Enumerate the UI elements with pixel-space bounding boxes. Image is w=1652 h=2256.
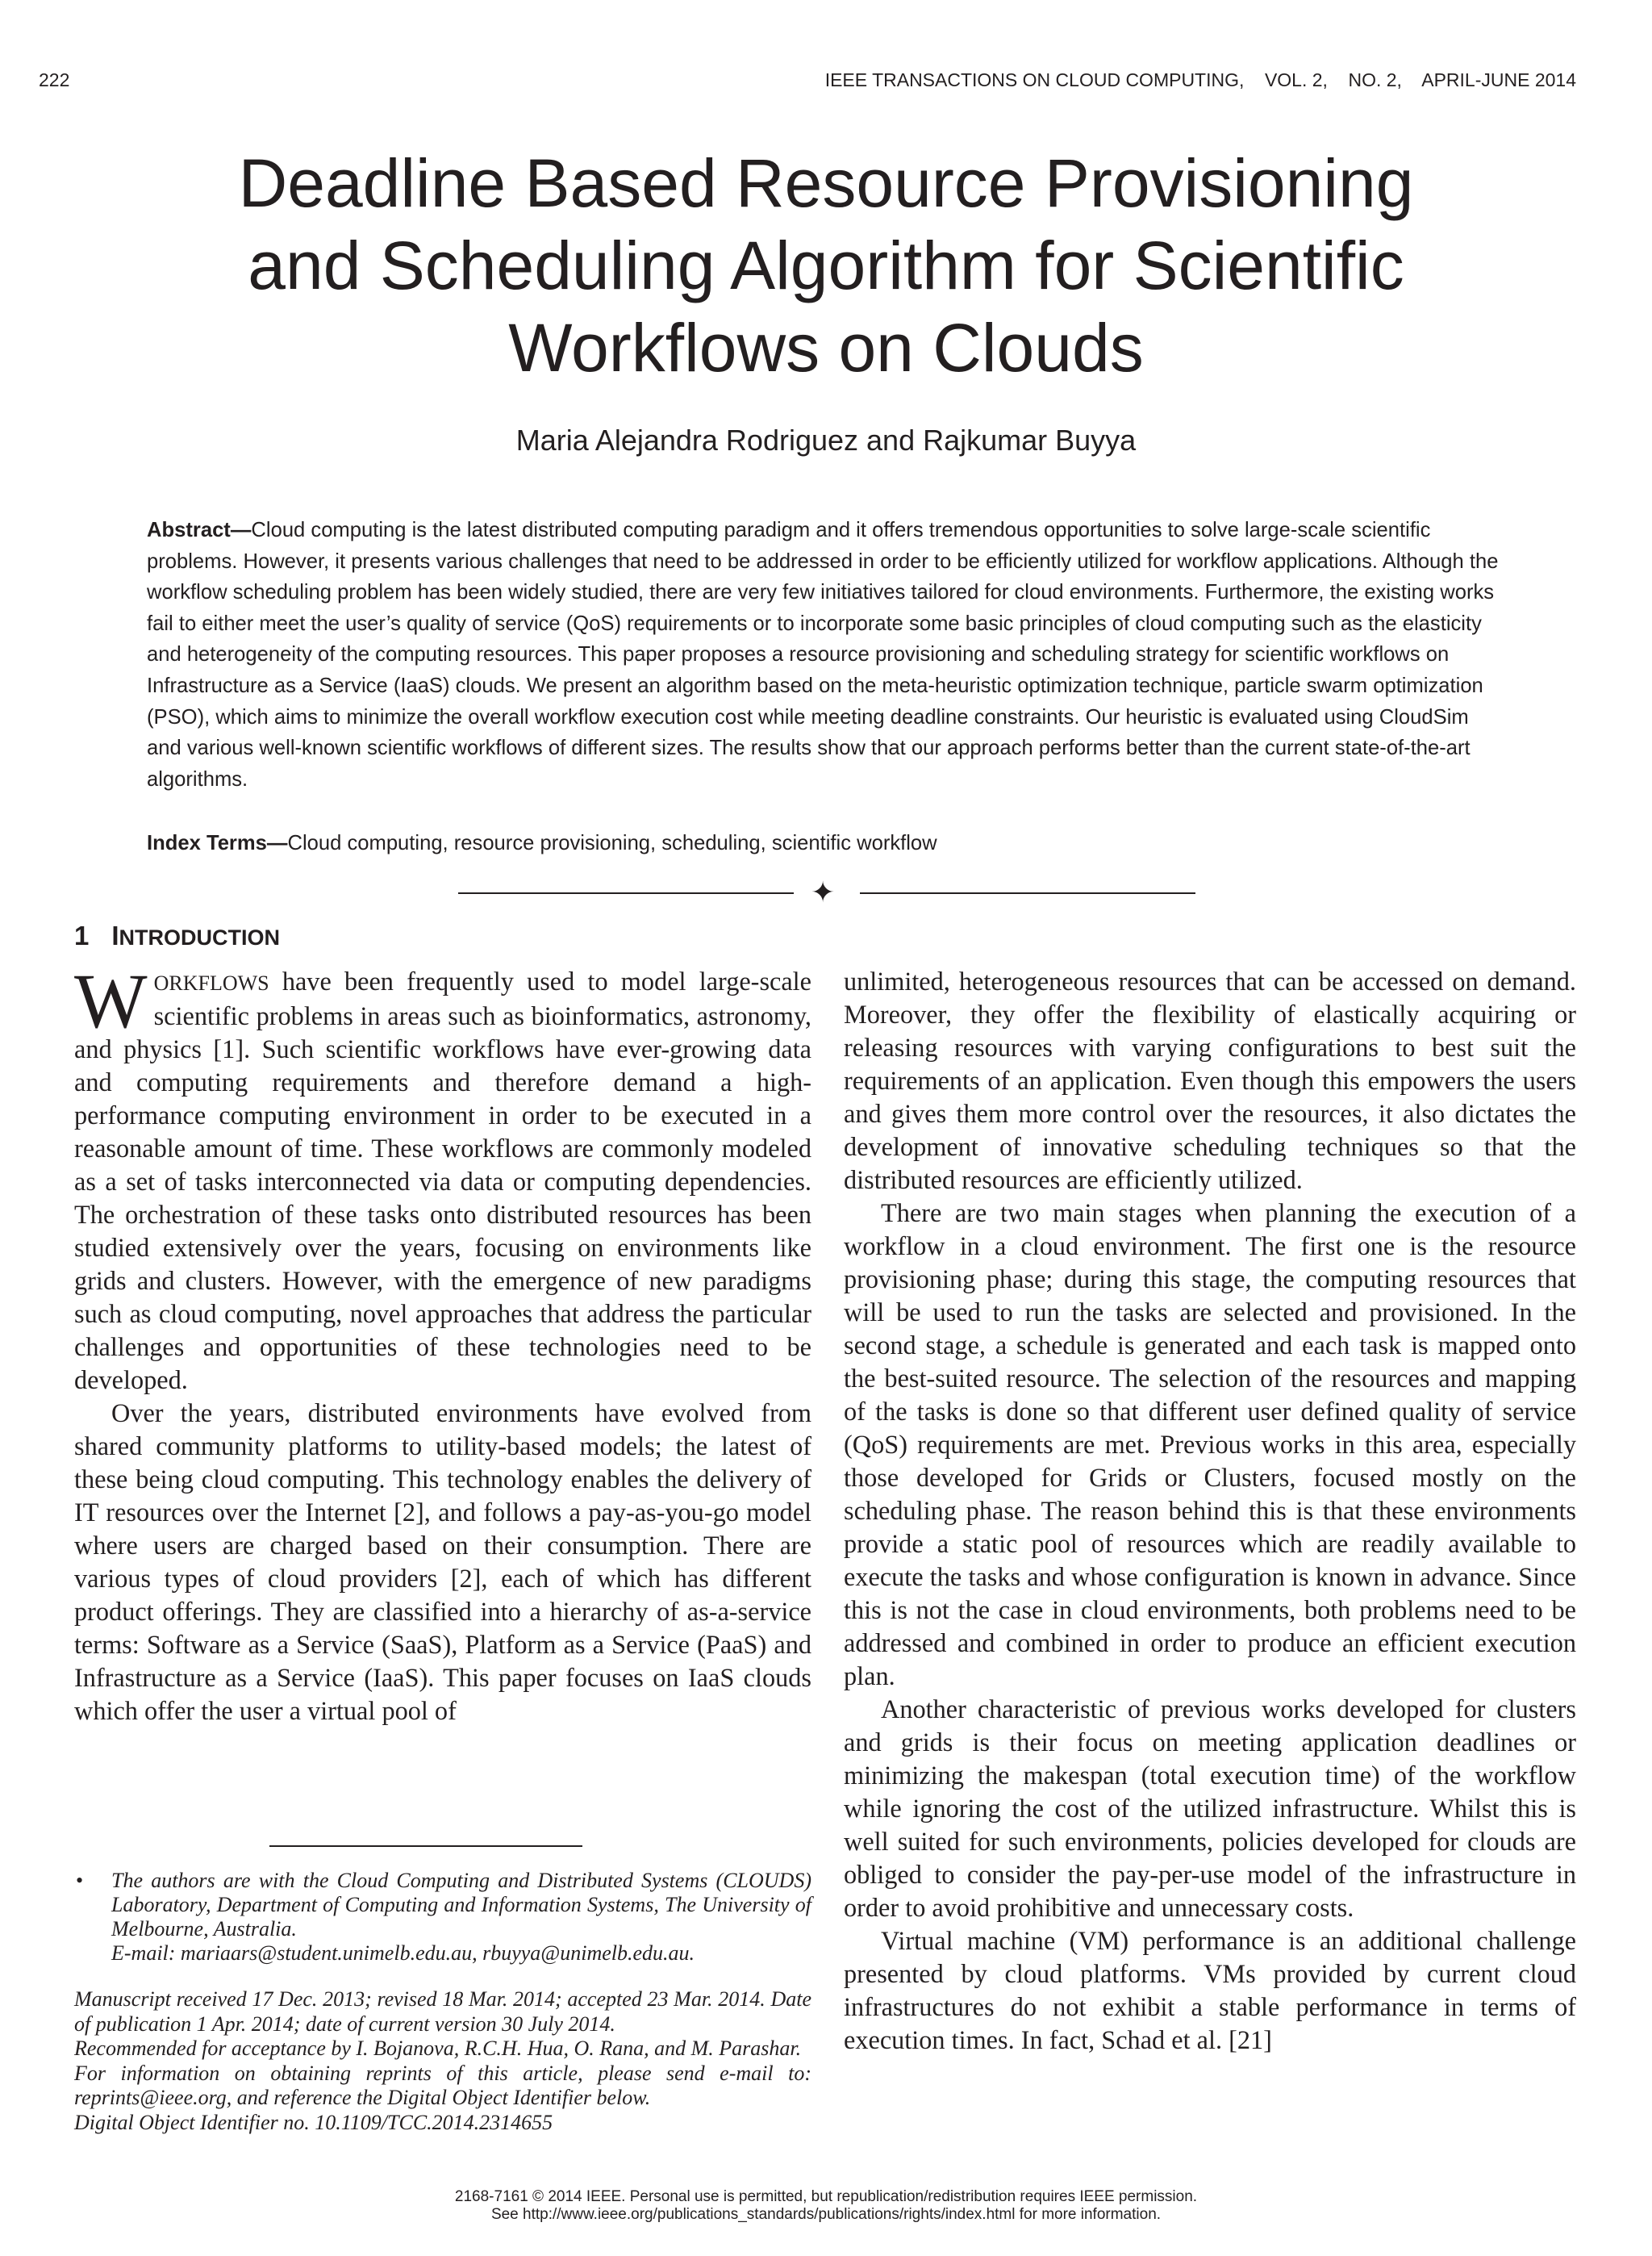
left-paragraph-2: Over the years, distributed environments have evolved from shared community platforms to utility-based models; the latest of these being cloud computing. This technology enables the delivery of IT resources over the Internet [2], and follows a pay-as-you-go model where users are charged based on their consumption. There are various types of cloud providers [2], each of which has different product offerings. They are classified into a hierarchy of as-a-service terms: Software as a Service (SaaS), Platform as a Service (PaaS) and Infrastructure as a Service (IaaS). This paper focuses on IaaS clouds which offer the user a virtual pool of: [74, 1398, 811, 1725]
abstract-text: Cloud computing is the latest distributed computing paradigm and it offers tremendous opportunities to solve large-scale scientific problems. However, it presents various challenges that need to be addressed in order to be efficiently utilized for workflow applications. Although the workflow scheduling problem has been widely studied, there are very few initiatives tailored for cloud environments. Furthermore, the existing works fail to either meet the user’s quality of service (QoS) requirements or to incorporate some basic principles of cloud computing such as the elasticity and heterogeneity of the computing resources. This paper proposes a resource provisioning and scheduling strategy for scientific workflows on Infrastructure as a Service (IaaS) clouds. We present an algorithm based on the meta-heuristic optimization technique, particle swarm optimization (PSO), which aims to minimize the overall workflow execution cost while meeting deadline constraints. Our heuristic is evaluated using CloudSim and various well-known scientific workflows of different sizes. The results show that our approach performs better than the current state-of-the-art algorithms.: [147, 519, 1499, 791]
abstract: [147, 515, 1504, 795]
author-emails: E-mail: mariaars@student.unimelb.edu.au, rbuyya@unimelb.edu.au.: [111, 1941, 695, 1965]
section-title-initial: I: [111, 921, 119, 950]
first-word-smallcaps: ORKFLOWS: [153, 971, 269, 995]
right-paragraph-3: Another characteristic of previous works developed for clusters and grids is their focus on meeting application deadlines or minimizing the makespan (total execution time) of the workflow while ignoring the cost of the utilized infrastructure. Whilst this is well suited for such environments, policies developed for clouds are obliged to consider the pay-per-use model of the infrastructure in order to avoid prohibitive and unnecessary costs.: [844, 1694, 1576, 1922]
running-head: IEEE TRANSACTIONS ON CLOUD COMPUTING, VOL. 2, NO. 2, APRIL-JUNE 2014: [824, 69, 1576, 90]
index-terms: [147, 828, 1504, 859]
left-paragraph-1-text: have been frequently used to model large-scale scientific problems in areas such as bioinformatics, astronomy, and physics [1]. Such scientific workflows have ever-growing data and computing requirements and therefore demand a high-performance computing environment in order to be executed in a reasonable amount of time. These workflows are commonly modeled as a set of tasks interconnected via data or computing dependencies. The orchestration of these tasks onto distributed resources has been studied extensively over the years, focusing on environments like grids and clusters. However, with the emergence of new paradigms such as cloud computing, novel approaches that address the particular challenges and opportunities of these technologies need to be developed.: [74, 967, 811, 1394]
reprints-info: For information on obtaining reprints of this article, please send e-mail to: reprints@ieee.org, and reference the Digital Object Identifier below.: [74, 2061, 811, 2109]
copyright-line-1: 2168-7161 © 2014 IEEE. Personal use is permitted, but republication/redistribution requires IEEE permission.: [454, 2188, 1198, 2205]
manuscript-dates: Manuscript received 17 Dec. 2013; revised 18 Mar. 2014; accepted 23 Mar. 2014. Date of publication 1 Apr. 2014; date of current version 30 July 2014.: [74, 1987, 811, 2036]
separator-rule-left: [458, 892, 794, 894]
authors: Maria Alejandra Rodriguez and Rajkumar Buyya: [515, 424, 1137, 457]
copyright-line-2: See http://www.ieee.org/publications_standards/publications/rights/index.html for more information.: [490, 2206, 1162, 2223]
right-paragraph-2: There are two main stages when planning the execution of a workflow in a cloud environment. The first one is the resource provisioning phase; during this stage, the computing resources that will be used to run the tasks are selected and provisioned. In the second stage, a schedule is generated and each task is mapped onto the best-suited resource. The selection of the resources and mapping of the tasks is done so that different user defined quality of service (QoS) requirements are met. Previous works in this area, especially those developed for Grids or Clusters, focused mostly on the scheduling phase. The reason behind this is that these environments provide a static pool of resources which are readily available to execute the tasks and whose configuration is known in advance. Since this is not the case in cloud environments, both problems need to be addressed and combined in order to produce an efficient execution plan.: [844, 1198, 1576, 1690]
right-column: [844, 965, 1576, 2057]
footnote-affiliation: [74, 1869, 811, 1966]
footnote-rule: [269, 1845, 582, 1847]
right-paragraph-1: unlimited, heterogeneous resources that can be accessed on demand. Moreover, they offer the flexibility of elastically acquiring or releasing resources with varying configurations to best suit the requirements of an application. Even though this empowers the users and gives them more control over the resources, it also dictates the development of innovative scheduling techniques so that the distributed resources are efficiently utilized.: [844, 967, 1576, 1194]
index-terms-label: Index Terms—: [147, 832, 288, 854]
page-number: 222: [39, 69, 70, 90]
footnote-metadata: [74, 1987, 811, 2135]
paper-title: [161, 142, 1491, 389]
copyright-notice: [0, 2188, 1652, 2224]
section-heading: [74, 921, 280, 951]
affiliation-text: The authors are with the Cloud Computing and Distributed Systems (CLOUDS) Laboratory, Department of Computing and Information Systems, The University of Melbourne, Australia.: [111, 1869, 811, 1941]
dropcap: W: [74, 958, 148, 1044]
title-line-3: Workflows on Clouds: [508, 310, 1144, 386]
right-paragraph-4: Virtual machine (VM) performance is an additional challenge presented by cloud platforms. VMs provided by current cloud infrastructures do not exhibit a stable performance in terms of execution times. In fact, Schad et al. [21]: [844, 1926, 1576, 2054]
title-line-2: and Scheduling Algorithm for Scientific: [248, 228, 1404, 303]
separator-diamond-icon: ✦: [811, 875, 836, 909]
abstract-label: Abstract—: [147, 519, 252, 541]
section-number: 1: [74, 921, 90, 950]
recommended-by: Recommended for acceptance by I. Bojanova, R.C.H. Hua, O. Rana, and M. Parashar.: [74, 2037, 802, 2060]
left-paragraph-1: [74, 958, 811, 1397]
bullet-icon: •: [76, 1869, 84, 1892]
left-column: [74, 958, 811, 1728]
doi: Digital Object Identifier no. 10.1109/TCC.2014.2314655: [74, 2110, 553, 2134]
section-title-rest: NTRODUCTION: [119, 925, 281, 950]
separator-rule-right: [860, 892, 1195, 894]
index-terms-text: Cloud computing, resource provisioning, scheduling, scientific workflow: [287, 832, 937, 854]
title-line-1: Deadline Based Resource Provisioning: [238, 145, 1414, 221]
